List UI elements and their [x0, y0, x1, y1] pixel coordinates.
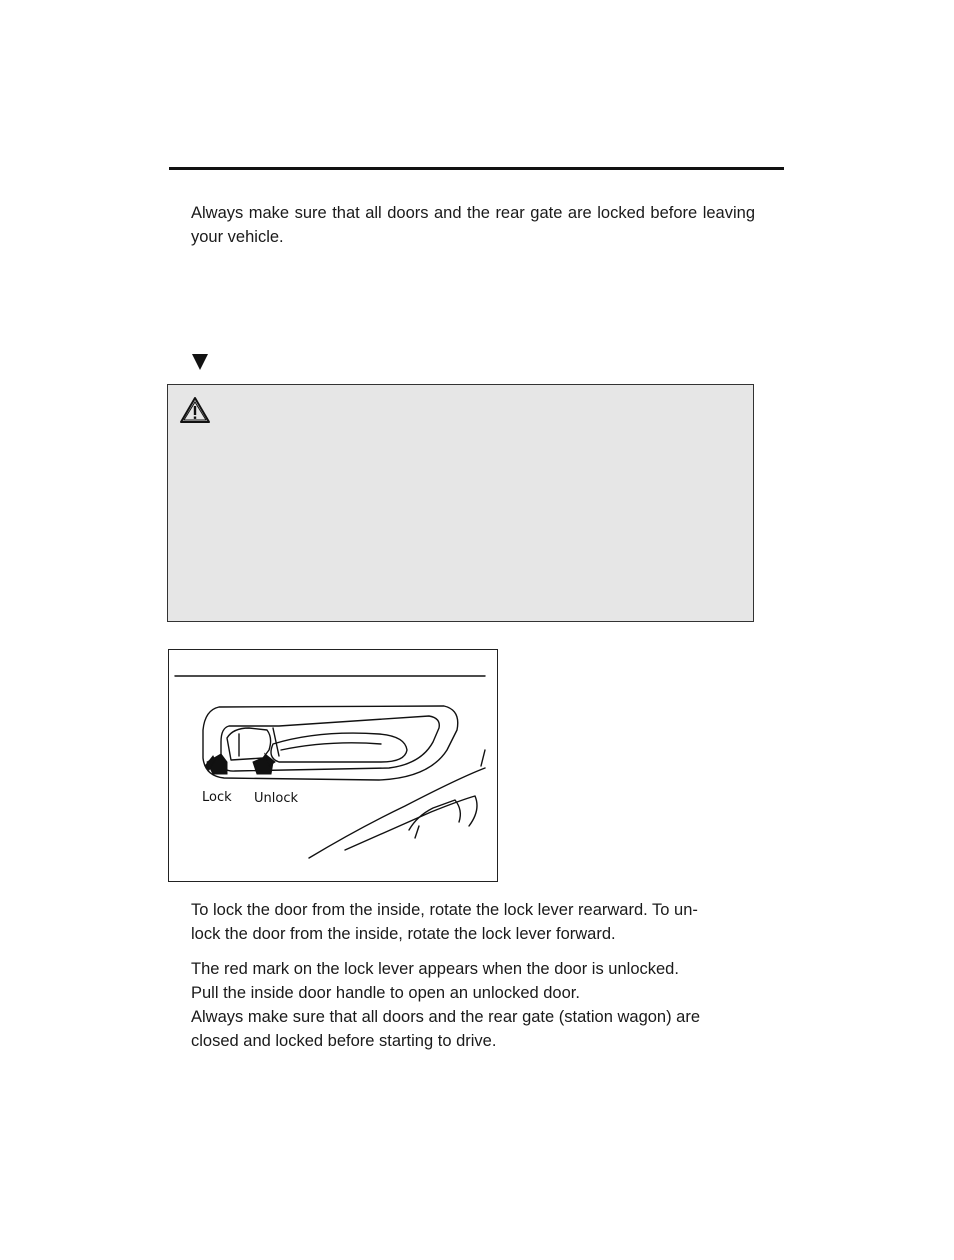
door-lock-figure — [168, 649, 498, 882]
warning-triangle-icon — [179, 396, 211, 424]
lock-label: Lock — [202, 790, 232, 805]
body-line: Always make sure that all doors and the rear gate (station wagon) are — [191, 1008, 701, 1026]
door-handle-illustration — [169, 650, 497, 881]
header-rule — [169, 167, 784, 170]
body-paragraph-1 — [191, 898, 755, 946]
down-triangle-icon — [191, 352, 209, 372]
intro-paragraph: Always make sure that all doors and the rear gate are locked before leaving your vehicle. — [191, 204, 755, 246]
warning-box — [167, 384, 754, 622]
unlock-label: Unlock — [254, 791, 298, 806]
body-line: To lock the door from the inside, rotate the lock lever rearward. To un- — [191, 901, 698, 919]
body-line: lock the door from the inside, rotate the lock lever forward. — [191, 925, 616, 943]
body-paragraph-2 — [191, 957, 755, 1053]
body-line: closed and locked before starting to drive. — [191, 1032, 497, 1050]
body-line: The red mark on the lock lever appears when the door is unlocked. — [191, 960, 679, 978]
body-line: Pull the inside door handle to open an unlocked door. — [191, 984, 580, 1002]
